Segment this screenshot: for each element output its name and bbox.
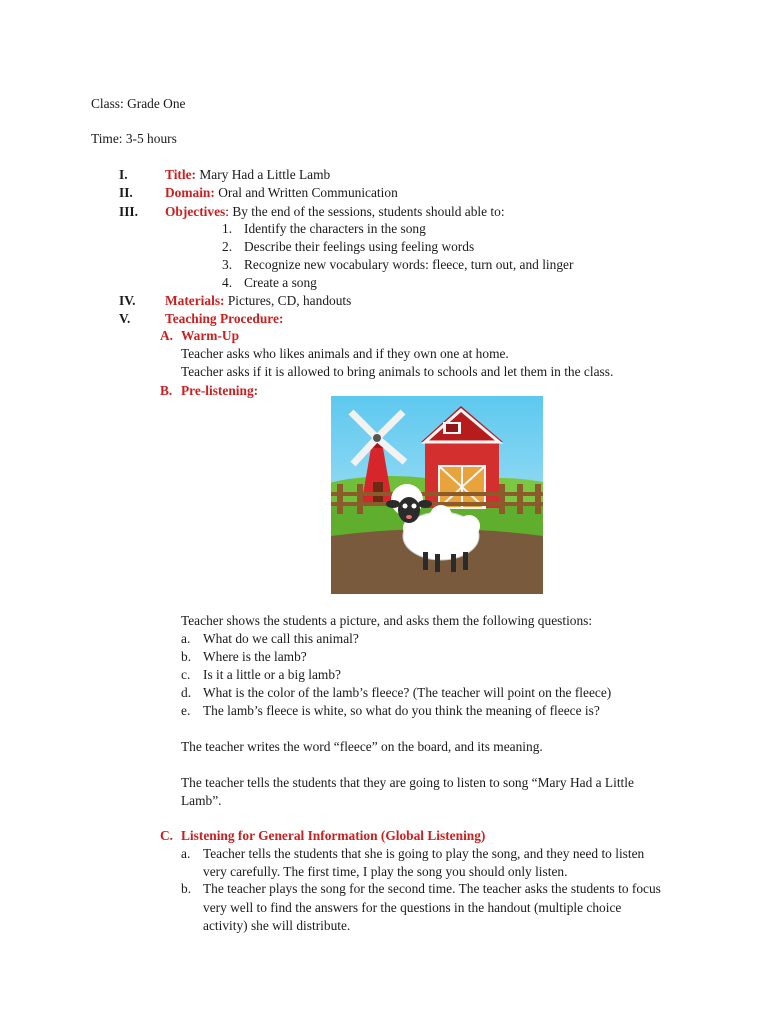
title-line [165, 167, 330, 183]
question-item: What is the color of the lamb’s fleece? (The teacher will point on the fleece) [203, 685, 612, 700]
prelistening-heading: Pre-listening: [181, 383, 259, 398]
time-line: Time: 3-5 hours [91, 131, 177, 146]
question-item: The lamb’s fleece is white, so what do you think the meaning of fleece is? [203, 703, 600, 718]
objective-num: 1. [222, 221, 233, 236]
song-paragraph-line2: Lamb”. [181, 793, 222, 808]
numeral-v: V. [119, 311, 131, 326]
objectives-label: Objectives [165, 204, 226, 219]
procedure-line [165, 311, 283, 327]
question-item: What do we call this animal? [203, 631, 359, 646]
numeral-iv: IV. [119, 293, 136, 308]
global-item-line: The teacher plays the song for the second time. The teacher asks the students to focus [203, 881, 661, 896]
question-letter: c. [181, 667, 191, 682]
objective-item: Create a song [244, 275, 317, 290]
global-item-line: very well to find the answers for the questions in the handout (multiple choice [203, 900, 622, 915]
global-item-line: very carefully. The first time, I play the song you should only listen. [203, 864, 568, 879]
warmup-line: Teacher asks who likes animals and if they own one at home. [181, 346, 509, 361]
question-letter: b. [181, 649, 192, 664]
objective-num: 3. [222, 257, 233, 272]
global-letter: C. [160, 828, 174, 843]
question-letter: e. [181, 703, 191, 718]
materials-label: Materials: [165, 293, 225, 308]
global-item-line: activity) she will distribute. [203, 918, 351, 933]
question-letter: d. [181, 685, 192, 700]
global-item-letter: a. [181, 846, 191, 861]
procedure-label: Teaching Procedure: [165, 311, 284, 326]
question-item: Is it a little or a big lamb? [203, 667, 341, 682]
domain-label: Domain: [165, 185, 215, 200]
global-item-line: Teacher tells the students that she is going to play the song, and they need to listen [203, 846, 645, 861]
objective-num: 4. [222, 275, 233, 290]
domain-line [165, 185, 398, 201]
objective-item: Describe their feelings using feeling words [244, 239, 475, 254]
fleece-paragraph: The teacher writes the word “fleece” on the board, and its meaning. [181, 739, 543, 754]
materials-line [165, 293, 351, 309]
objective-item: Identify the characters in the song [244, 221, 426, 236]
warmup-heading: Warm-Up [181, 328, 240, 343]
global-item-letter: b. [181, 881, 192, 896]
global-heading: Listening for General Information (Global Listening) [181, 828, 486, 843]
materials-text: Pictures, CD, handouts [224, 293, 352, 308]
song-paragraph-line1: The teacher tells the students that they are going to listen to song “Mary Had a Little [181, 775, 634, 790]
question-item: Where is the lamb? [203, 649, 307, 664]
farm-lamb-illustration [331, 396, 543, 594]
numeral-iii: III. [119, 204, 138, 219]
domain-text: Oral and Written Communication [214, 185, 398, 200]
warmup-letter: A. [160, 328, 174, 343]
numeral-ii: II. [119, 185, 133, 200]
prelistening-letter: B. [160, 383, 173, 398]
title-label: Title: [165, 167, 196, 182]
objectives-line [165, 204, 505, 220]
objectives-text: : By the end of the sessions, students should able to: [225, 204, 505, 219]
prelistening-intro: Teacher shows the students a picture, and asks them the following questions: [181, 613, 593, 628]
objective-item: Recognize new vocabulary words: fleece, turn out, and linger [244, 257, 574, 272]
objective-num: 2. [222, 239, 233, 254]
warmup-line: Teacher asks if it is allowed to bring animals to schools and let them in the class. [181, 364, 614, 379]
class-line: Class: Grade One [91, 96, 186, 111]
title-text: Mary Had a Little Lamb [196, 167, 331, 182]
question-letter: a. [181, 631, 191, 646]
numeral-i: I. [119, 167, 128, 182]
